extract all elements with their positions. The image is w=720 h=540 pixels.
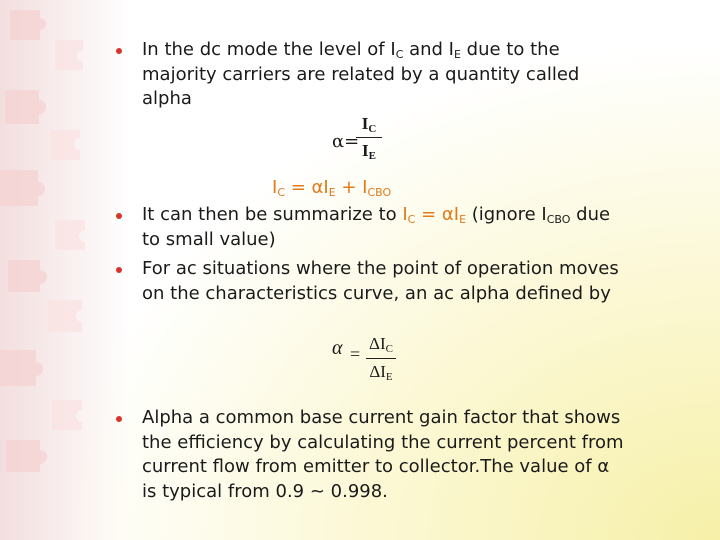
- text-line: is typical from 0.9 ~ 0.998.: [142, 480, 388, 502]
- text-line: current flow from emitter to collector.The value of α: [142, 456, 610, 477]
- fraction: $\Delta I_C$ $\Delta I_E$: [366, 332, 396, 384]
- text-line: In the dc mode the level of $I_C$ and $I_E$ due to the: [142, 39, 560, 61]
- bullet-ac-alpha: [112, 257, 692, 306]
- bullet-summary: [112, 203, 692, 252]
- bullet-dc-alpha: [112, 38, 692, 112]
- text-line: majority carriers are related by a quantity called: [142, 63, 580, 85]
- text-line: Alpha a common base current gain factor that shows: [142, 407, 621, 428]
- fraction: $I_C$ $I_E$: [356, 112, 382, 164]
- text-line: It can then be summarize to $I_C = \alpha I_E$ (ignore $I_{CBO}$ due: [142, 204, 611, 226]
- equation-alpha-ac: α = $\Delta I_C$ $\Delta I_E$: [112, 306, 692, 396]
- text-line: For ac situations where the point of operation moves: [142, 258, 619, 279]
- puzzle-decoration: [0, 0, 120, 540]
- text-line: the efficiency by calculating the current percent from: [142, 431, 624, 453]
- bullet-alpha-gain: [112, 406, 692, 504]
- text-line: alpha: [142, 88, 192, 109]
- slide-content: [112, 38, 692, 504]
- text-line: to small value): [142, 228, 276, 250]
- text-line: on the characteristics curve, an ac alpha defined by: [142, 282, 611, 304]
- equation-ic-ie: $I_C = \alpha I_E + I_{CBO}$: [272, 176, 392, 199]
- equation-alpha-dc: α= $I_C$ $I_E$: [112, 112, 692, 168]
